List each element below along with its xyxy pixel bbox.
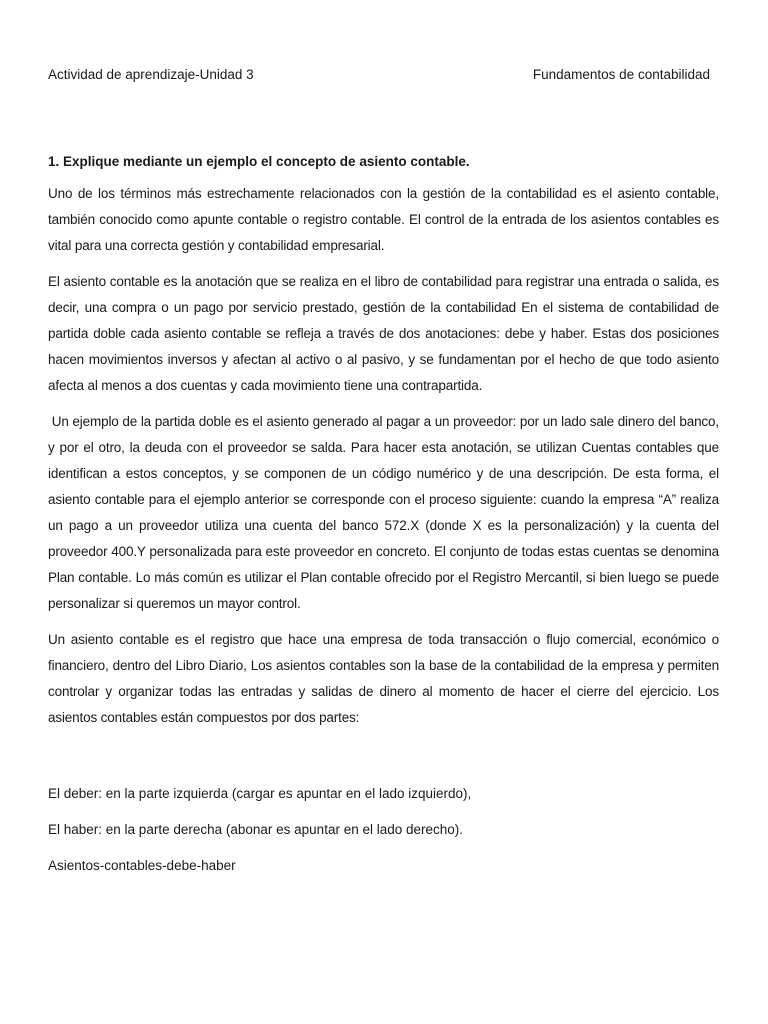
haber-line: El haber: en la parte derecha (abonar es apuntar en el lado derecho). [48, 822, 464, 837]
paragraph-3: Un ejemplo de la partida doble es el asiento generado al pagar a un proveedor: por un lado sale dinero del banco, y por el otro, la deuda con el proveedor se salda. Para hacer esta anotación, se utilizan Cuentas contables que identifican a estos conceptos, y se componen de un código numérico y de una descripción. De esta forma, el asiento contable para el ejemplo anterior se corresponde con el proceso siguiente: cuando la empresa “A” realiza un pago a un proveedor utiliza una cuenta del banco 572.X (donde X es la personalización) y la cuenta del proveedor 400.Y personalizada para este proveedor en concreto. El conjunto de todas estas cuentas se denomina Plan contable. Lo más común es utilizar el Plan contable ofrecido por el Registro Mercantil, si bien luego se puede personalizar si queremos un mayor control. [48, 414, 723, 611]
spacer [48, 741, 719, 781]
debe-line: El deber: en la parte izquierda (cargar es apuntar en el lado izquierdo), [48, 786, 472, 801]
paragraph-1: Uno de los términos más estrechamente relacionados con la gestión de la contabilidad es el asiento contable, también conocido como apunte contable o registro contable. El control de la entrada de los asientos contables es vital para una correcta gestión y contabilidad empresarial. [48, 186, 719, 253]
header-activity-title: Actividad de aprendizaje-Unidad 3 [48, 67, 254, 82]
paragraph-4: Un asiento contable es el registro que hace una empresa de toda transacción o flujo comercial, económico o financiero, dentro del Libro Diario, Los asientos contables son la base de la contabilidad de la empresa y permiten controlar y organizar todas las entradas y salidas de dinero al momento de hacer el cierre del ejercicio. Los asientos contables están compuestos por dos partes: [48, 632, 719, 725]
paragraph-2: El asiento contable es la anotación que se realiza en el libro de contabilidad para registrar una entrada o salida, es decir, una compra o un pago por servicio prestado, gestión de la contabilidad En el sistema de contabilidad de partida doble cada asiento contable se refleja a través de dos anotaciones: debe y haber. Estas dos posiciones hacen movimientos inversos y afectan al activo o al pasivo, y se fundamentan por el hecho de que todo asiento afecta al menos a dos cuentas y cada movimiento tiene una contrapartida. [48, 274, 719, 393]
question-heading: 1. Explique mediante un ejemplo el concepto de asiento contable. [48, 154, 470, 169]
document-body [48, 149, 723, 889]
image-caption: Asientos-contables-debe-haber [48, 858, 236, 873]
header-course-title: Fundamentos de contabilidad [532, 67, 710, 82]
